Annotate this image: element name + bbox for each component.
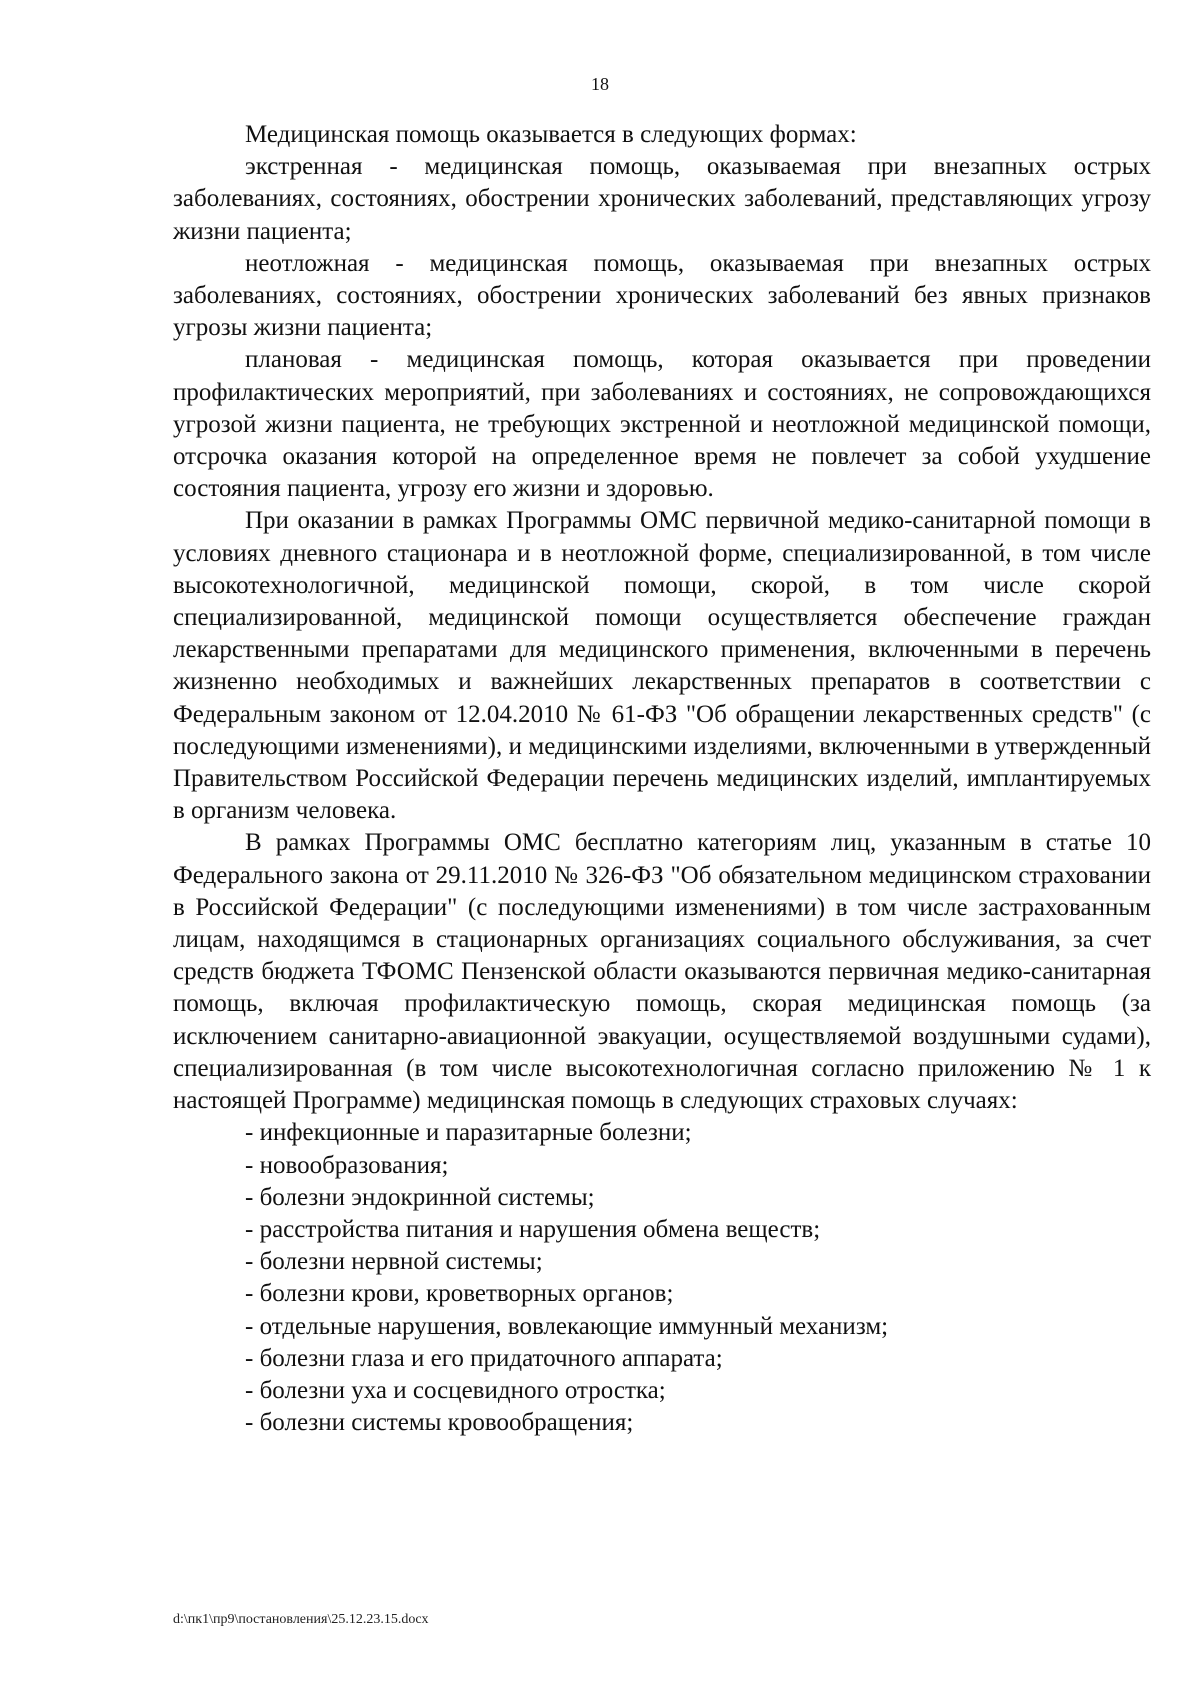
list-item: - отдельные нарушения, вовлекающие иммунный механизм; [245,1312,889,1340]
page-number: 18 [591,74,609,94]
list-item: - болезни крови, кроветворных органов; [245,1280,674,1308]
paragraph-planned-form: плановая - медицинская помощь, которая оказывается при проведении профилактических мероприятий, при заболеваниях и состояниях, не сопровождающихся угрозой жизни пациента, не требующих экстренной и неотложной медицинской помощи, отсрочка оказания которой на определенное время не повлечет за собой ухудшение состояния пациента, угрозу его жизни и здоровью. [173,346,1151,503]
list-item: - новообразования; [245,1151,449,1179]
paragraph-drug-provision: При оказании в рамках Программы ОМС первичной медико-санитарной помощи в условиях дневного стационара и в неотложной форме, специализированной, в том числе высокотехнологичной, медицинской помощи, скорой, в том числе скорой специализированной, медицинской помощи осуществляется обеспечение граждан лекарственными препаратами для медицинского применения, включенными в перечень жизненно необходимых и важнейших лекарственных препаратов в соответствии с Федеральным законом от 12.04.2010 № 61-ФЗ "Об обращении лекарственных средств" (с последующими изменениями), и медицинскими изделиями, включенными в утвержденный Правительством Российской Федерации перечень медицинских изделий, имплантируемых в организм человека. [173,507,1151,825]
footer-file-path: d:\пк1\пр9\постановления\25.12.23.15.docx [173,1612,429,1627]
paragraph-urgent-form: неотложная - медицинская помощь, оказываемая при внезапных острых заболеваниях, состояниях, обострении хронических заболеваний без явных признаков угрозы жизни пациента; [173,249,1151,342]
list-item: - болезни глаза и его придаточного аппарата; [245,1344,723,1372]
paragraph-insured-cases: В рамках Программы ОМС бесплатно категориям лиц, указанным в статье 10 Федерального закона от 29.11.2010 № 326-ФЗ "Об обязательном медицинском страховании в Российской Федерации" (с последующими изменениями) в том числе застрахованным лицам, находящимся в стационарных организациях социального обслуживания, за счет средств бюджета ТФОМС Пензенской области оказываются первичная медико-санитарная помощь, включая профилактическую помощь, скорая медицинская помощь (за исключением санитарно-авиационной эвакуации, осуществляемой воздушными судами), специализированная (в том числе высокотехнологичная согласно приложению № 1 к настоящей Программе) медицинская помощь в следующих страховых случаях: [173,829,1151,1115]
list-item: - инфекционные и паразитарные болезни; [245,1119,692,1147]
paragraph-emergency-form: экстренная - медицинская помощь, оказываемая при внезапных острых заболеваниях, состояниях, обострении хронических заболеваний, представляющих угрозу жизни пациента; [173,153,1151,245]
list-item: - болезни системы кровообращения; [245,1409,634,1437]
list-item: - болезни уха и сосцевидного отростка; [245,1376,666,1404]
list-item: - болезни эндокринной системы; [245,1183,595,1211]
list-item: - болезни нервной системы; [245,1248,543,1276]
insured-cases-list [173,1117,1151,1439]
list-item: - расстройства питания и нарушения обмена веществ; [245,1215,821,1243]
paragraph-forms-intro: Медицинская помощь оказывается в следующих формах: [245,121,857,148]
document-body [173,119,1151,1439]
